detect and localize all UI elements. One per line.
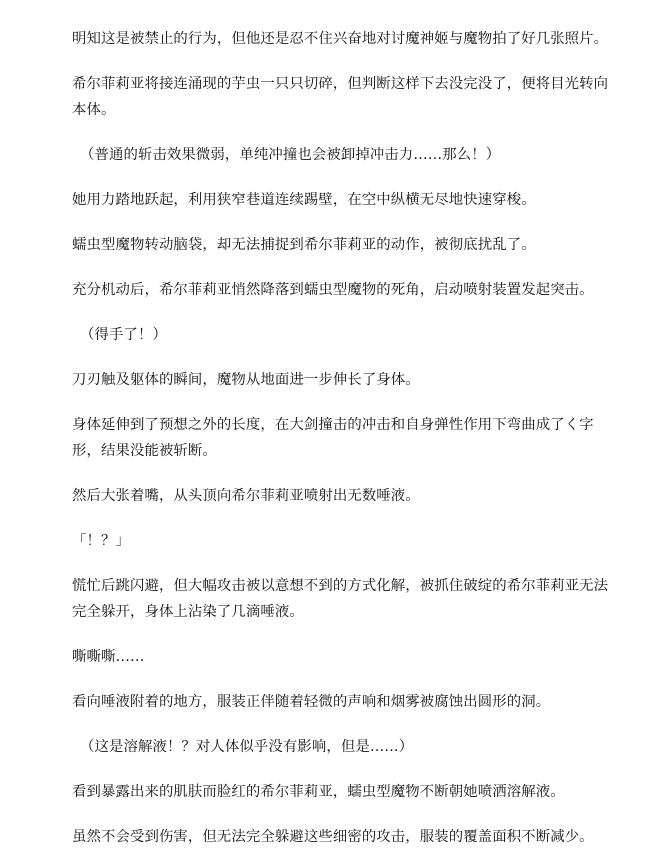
paragraph: 身体延伸到了预想之外的长度，在大剑撞击的冲击和自身弹性作用下弯曲成了く字形，结果没能被斩断。 (72, 417, 594, 459)
paragraph: 虽然不会受到伤害，但无法完全躲避这些细密的攻击，服装的覆盖面积不断减少。 (72, 829, 594, 845)
paragraph: 明知这是被禁止的行为，但他还是忍不住兴奋地对讨魔神姬与魔物拍了好几张照片。 (72, 31, 609, 47)
paragraph: （普通的斩击效果微弱，单纯冲撞也会被卸掉冲击力……那么！） (80, 147, 501, 163)
paragraph: （得手了！） (80, 327, 167, 343)
paragraph: （这是溶解液！？对人体似乎没有影响，但是……） (80, 739, 414, 755)
paragraph: 然后大张着嘴，从头顶向希尔菲莉亚喷射出无数唾液。 (72, 488, 420, 504)
paragraph: 慌忙后跳闪避，但大幅攻击被以意想不到的方式化解，被抓住破绽的希尔菲莉亚无法完全躲开，身体上沾染了几滴唾液。 (72, 578, 609, 620)
paragraph: 她用力踏地跃起，利用狭窄巷道连续踢壁，在空中纵横无尽地快速穿梭。 (72, 192, 536, 208)
paragraph: 看到暴露出来的肌肤而脸红的希尔菲莉亚，蠕虫型魔物不断朝她喷洒溶解液。 (72, 784, 565, 800)
paragraph: 充分机动后，希尔菲莉亚悄然降落到蠕虫型魔物的死角，启动喷射装置发起突击。 (72, 282, 594, 298)
paragraph: 蠕虫型魔物转动脑袋，却无法捕捉到希尔菲莉亚的动作，被彻底扰乱了。 (72, 237, 536, 253)
paragraph: 「！？」 (72, 533, 130, 549)
paragraph: 刀刃触及躯体的瞬间，魔物从地面进一步伸长了身体。 (72, 372, 420, 388)
paragraph: 嘶嘶嘶…… (72, 649, 145, 665)
paragraph: 希尔菲莉亚将接连涌现的芋虫一只只切碎，但判断这样下去没完没了，便将目光转向本体。 (72, 76, 609, 118)
paragraph: 看向唾液附着的地方，服装正伴随着轻微的声响和烟雾被腐蚀出圆形的洞。 (72, 694, 551, 710)
